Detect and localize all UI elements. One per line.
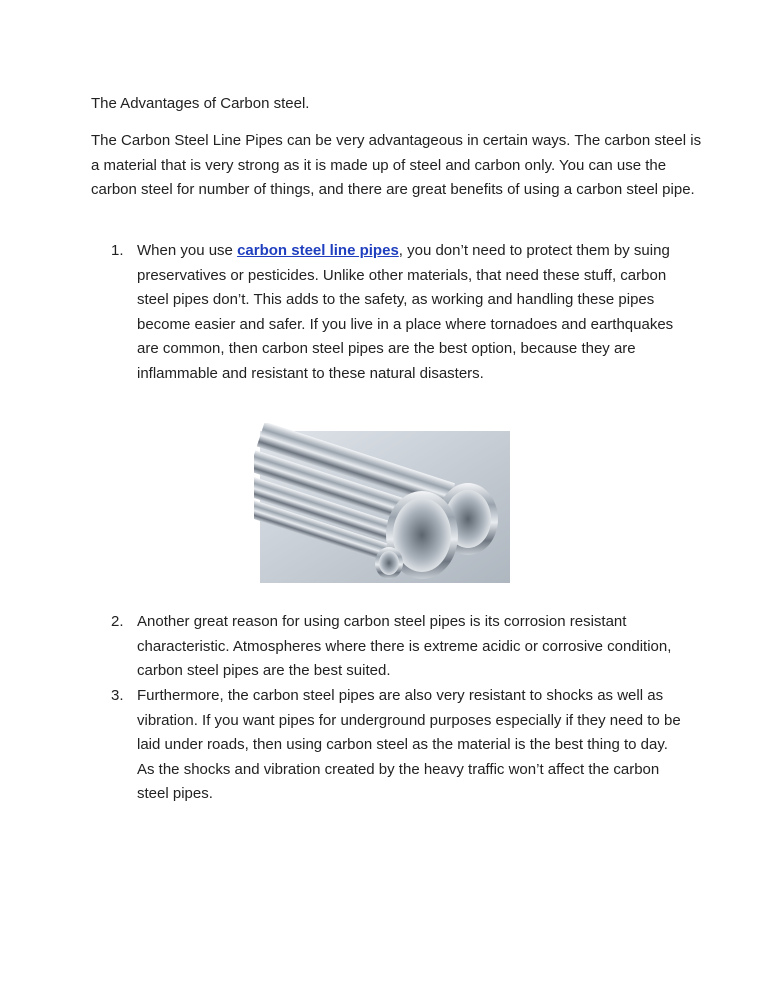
carbon-steel-line-pipes-link[interactable]: carbon steel line pipes — [237, 242, 399, 259]
list-item-text: When you use — [137, 242, 238, 259]
document-title: The Advantages of Carbon steel. — [91, 95, 310, 112]
intro-paragraph: The Carbon Steel Line Pipes can be very advantageous in certain ways. The carbon steel is a material that is very strong as it is made up of steel and carbon only. You can use the carbon steel for number of things, and there are great benefits of using a carbon steel pipe. — [91, 132, 702, 198]
list-number: 3. — [111, 687, 124, 704]
list-item: Furthermore, the carbon steel pipes are also very resistant to shocks as well as vibration. If you want pipes for underground purposes especially if they need to be laid under roads, then using carbon steel as the material is the best thing to day. As the shocks and vibration created by the heavy traffic won’t affect the carbon steel pipes. — [137, 687, 681, 802]
list-item: Another great reason for using carbon steel pipes is its corrosion resistant characteristic. Atmospheres where there is extreme acidic or corrosive condition, carbon steel pipes are the best suited. — [137, 613, 672, 679]
list-item-text: , you don’t need to protect them by suing preservatives or pesticides. Unlike other materials, that need these stuff, carbon steel pipes don’t. This adds to the safety, as working and handling these pipes become easier and safer. If you live in a place where tornadoes and earthquakes are common, then carbon steel pipes are the best option, because they are inflammable and resistant to these natural disasters. — [137, 242, 674, 382]
steel-pipes-image — [254, 423, 516, 593]
list-number: 2. — [111, 613, 124, 630]
list-number: 1. — [111, 242, 124, 259]
list-item — [137, 239, 685, 386]
